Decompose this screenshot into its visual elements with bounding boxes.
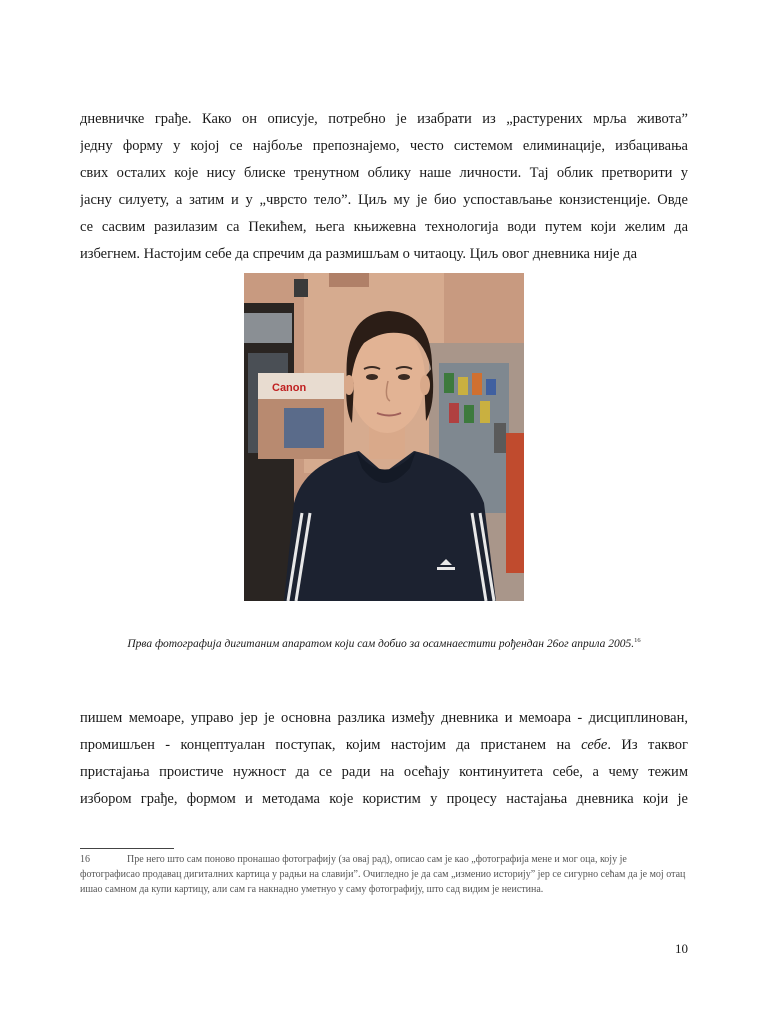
footnote-separator <box>80 848 174 849</box>
footnote-reference[interactable]: 16 <box>634 637 641 644</box>
text-segment: . Из таквог <box>607 737 688 753</box>
text-line: избором грађе, формом и методама које користим у процесу настајања дневника који је <box>80 791 688 807</box>
figure-caption <box>60 637 708 650</box>
text-line: се сасвим разилазим са Пекићем, њега књижевна технологија води путем који желим да <box>80 219 688 235</box>
footnote-text: Пре него што сам поново пронашао фотографију (за овај рад), описао сам је као „фотографија мене и мог оца, коју је фотографисао продавац дигиталних картица у радњи на славији”. Очигледно је да сам „изменио историју” јер се сигурно сећам да је мој отац ишао самном да купи картицу, али сам га накнадно уметнуо у саму фотографију, што сад видим је неистина. <box>80 854 686 895</box>
text-line: јасну силуету, а затим и у „чврсто тело”. Циљ му је био успостављање конзистенције. Овде <box>80 192 688 208</box>
footnote <box>80 852 688 897</box>
text-line: свих осталих које нису блиске тренутном облику наше личности. Тај облик претворити у <box>80 165 688 181</box>
body-paragraph-2 <box>80 705 688 813</box>
portrait-photo <box>244 273 524 601</box>
emphasized-word: себе <box>581 737 608 753</box>
caption-text: Прва фотографија дигитаним апаратом који сам добио за осамнаестити рођендан 26ог априла 2005. <box>127 637 635 650</box>
text-line: једну форму у којој се најбоље препознајемо, често системом елиминације, избацивања <box>80 138 688 154</box>
text-line <box>80 732 688 759</box>
text-line: избегнем. Настојим себе да спречим да размишљам о читаоцу. Циљ овог дневника није да <box>80 246 638 262</box>
page-number: 10 <box>675 941 688 956</box>
text-line: пристајања проистиче нужност да се ради на осећају континуитета себе, а чему тежим <box>80 764 688 780</box>
text-line: дневничке грађе. Како он описује, потребно је изабрати из „растурених мрља живота” <box>80 111 688 127</box>
text-segment: промишљен - концептуалан поступак, којим настојим да пристанем на <box>80 737 582 753</box>
text-line: пишем мемоаре, управо јер је основна разлика између дневника и мемоара - дисциплинован, <box>80 710 688 726</box>
canon-sign: Canon <box>272 382 307 394</box>
footnote-number: 16 <box>80 854 90 865</box>
body-paragraph-1 <box>80 106 688 268</box>
